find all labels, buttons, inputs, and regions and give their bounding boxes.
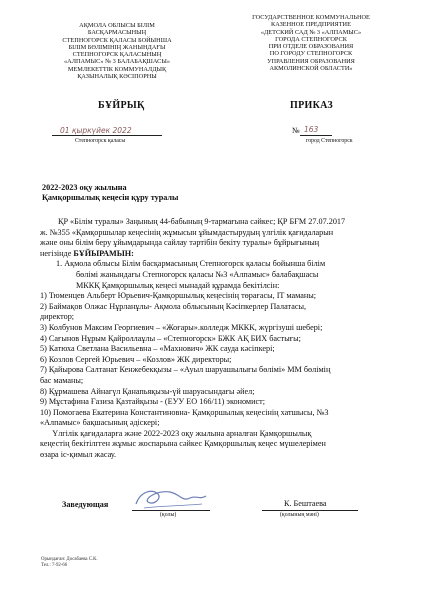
document-body — [40, 217, 345, 461]
member-line: 1) Тюменцев Альберт Юрьевич-Қамқоршылық кеңесінің төрағасы, IT маманы; — [40, 291, 316, 301]
name-caption: (қолының мәні) — [280, 512, 319, 518]
preamble-line: ж. №355 «Қамқоршылар кеңесінің жұмысын ұйымдастырудың үлгілік қағидаларын — [40, 227, 334, 237]
header-left-line: МЕМЛЕКЕТТІК КОММУНАЛДЫҚ — [67, 65, 167, 73]
doc-type-ru: ПРИКАЗ — [290, 100, 333, 111]
header-right-line: «ДЕТСКИЙ САД № 3 «АЛПАМЫС» — [260, 28, 362, 36]
doc-type-kz: БҰЙРЫҚ — [98, 100, 145, 111]
date-underline — [52, 135, 162, 136]
executor-line: Орындаған: Досабаева С.К. — [41, 557, 98, 562]
member-line: 2) Баймақов Олжас Нұрланұлы- Ақмола облысының Кәсіпкерлер Палатасы, — [40, 301, 307, 311]
member-line: 6) Козлов Сергей Юрьевич – «Козлов» ЖК директоры; — [40, 354, 232, 364]
header-left-line: СТЕПНОГОРСК ҚАЛАСЫНЫҢ — [72, 51, 162, 59]
item1-line: бөлімі жанындағы Степногорск қаласы №3 «Алпамыс» балабақшасы — [76, 269, 319, 279]
item2-line: Үлгілік қағидаларға және 2022-2023 оқу жылына арналған Қамқоршылық — [40, 428, 312, 438]
header-right-line: ПРИ ОТДЕЛЕ ОБРАЗОВАНИЯ — [268, 43, 354, 51]
item2-line: өзара іс-қимыл жасау. — [40, 450, 117, 460]
header-right-line: АКМОЛИНСКОЙ ОБЛАСТИ» — [269, 65, 353, 73]
member-line: 10) Помогаева Екатерина Константиновна- Қамқоршылық кеңесінің хатшысы, №3 — [40, 407, 329, 417]
preamble-last-line: негізінде БҰЙЫРАМЫН: — [40, 248, 134, 258]
member-line: 7) Қайырова Салтанат Кенжебекқызы – «Ауыл шаруашылығы бөлімі» ММ бөлімің — [40, 365, 331, 375]
member-line: бас маманы; — [40, 375, 84, 385]
member-line: 9) Мұстафина Ғазиза Қазтайқызы - (ЕУУ ЕО 166/11) экономист; — [40, 397, 265, 407]
signatory-name: К. Бештаева — [284, 499, 327, 508]
signature-underline — [132, 510, 210, 511]
member-line: директор; — [40, 312, 75, 322]
city-kz: Степногорск қаласы — [75, 138, 126, 144]
title-line-2: Қамқоршылық кеңесін құру туралы — [42, 193, 179, 202]
phone-line: Тел.: 7-92-66 — [41, 563, 68, 568]
header-left-line: АҚМОЛА ОБЛЫСЫ БІЛІМ — [79, 22, 155, 29]
member-line: 5) Катюха Светлана Васильевна – «Махнович» ЖК сауда кәсіпкері; — [40, 344, 275, 354]
header-left-line: СТЕПНОГОРСК ҚАЛАСЫ БОЙЫНША — [62, 36, 172, 44]
member-line: 3) Колбунов Максим Георгиевич – «Жоғары».колледж МККК, жүргізуші шебері; — [40, 322, 323, 332]
header-right-line: ПО ГОРОДУ СТЕПНОГОРСК — [269, 50, 353, 58]
signature-scribble-icon — [130, 484, 210, 512]
item2-line: кеңестің бекітілгген жұмыс жоспарына сәйкес Қамқоршылық кеңес мүшелерімен — [40, 439, 326, 449]
member-line: 4) Сағынов Нұрым Қайроллаұлы – «Степногорск» БЖК АҚ БИХ бастығы; — [40, 333, 301, 343]
number-handwritten: 163 — [304, 125, 319, 134]
title-line-1: 2022-2023 оқу жылына — [42, 183, 127, 192]
preamble-line: ҚР «Білім туралы» Заңының 44-бабының 9-тармағына сәйкес; ҚР БҒМ 27.07.2017 — [58, 217, 346, 226]
city-ru: город Степногорск — [306, 138, 353, 144]
signature-role: Заведующая — [62, 500, 109, 509]
name-underline — [262, 510, 358, 511]
number-prefix: № — [292, 126, 300, 135]
header-right-line: ГОРОДА СТЕПНОГОРСК — [275, 35, 347, 43]
header-left-line: «АЛПАМЫС» № 3 БАЛАБАҚШАСЫ» — [64, 58, 170, 66]
date-handwritten: 01 қыркүйек 2022 — [60, 126, 132, 135]
header-left-line: БІЛІМ БӨЛІМІНІҢ ЖАНЫНДАҒЫ — [68, 43, 166, 51]
member-line: 8) Құрмашева Айнагүл Қанапьяқызы-үй шаруасындағы әйел; — [40, 386, 255, 396]
member-line: «Алпамыс» бақшасының әдіскері; — [40, 418, 160, 428]
header-right-line: КАЗЕННОЕ ПРЕДПРИЯТИЕ — [271, 21, 351, 29]
item1-line: 1. Ақмола облысы Білім басқармасының Степногорск қаласы бойынша білім — [56, 259, 326, 269]
number-underline — [300, 135, 332, 136]
order-word: БҰЙЫРАМЫН: — [73, 248, 134, 258]
header-right-line: УПРАВЛЕНИЯ ОБРАЗОВАНИЯ — [267, 57, 355, 65]
header-left-org-block — [36, 22, 198, 80]
header-left-line: БАСҚАРМАСЫНЫҢ — [87, 29, 147, 37]
executor-footer — [41, 557, 98, 569]
header-left-line: ҚАЗЫНАЛЫҚ КӘСІПОРНЫ — [77, 73, 157, 81]
header-right-org-block — [230, 14, 392, 72]
item1-line: МККҚ Қамқоршылық кеңесі мынадай құрамда бекітілсін: — [76, 280, 280, 290]
header-right-line: ГОСУДАРСТВЕННОЕ КОММУНАЛЬНОЕ — [252, 14, 370, 21]
signature-caption: (қолы) — [160, 512, 177, 518]
preamble-line: және оны білім беру ұйымдарында сайлау тәртібін бекіту туралы» бұйрығының — [40, 238, 320, 248]
